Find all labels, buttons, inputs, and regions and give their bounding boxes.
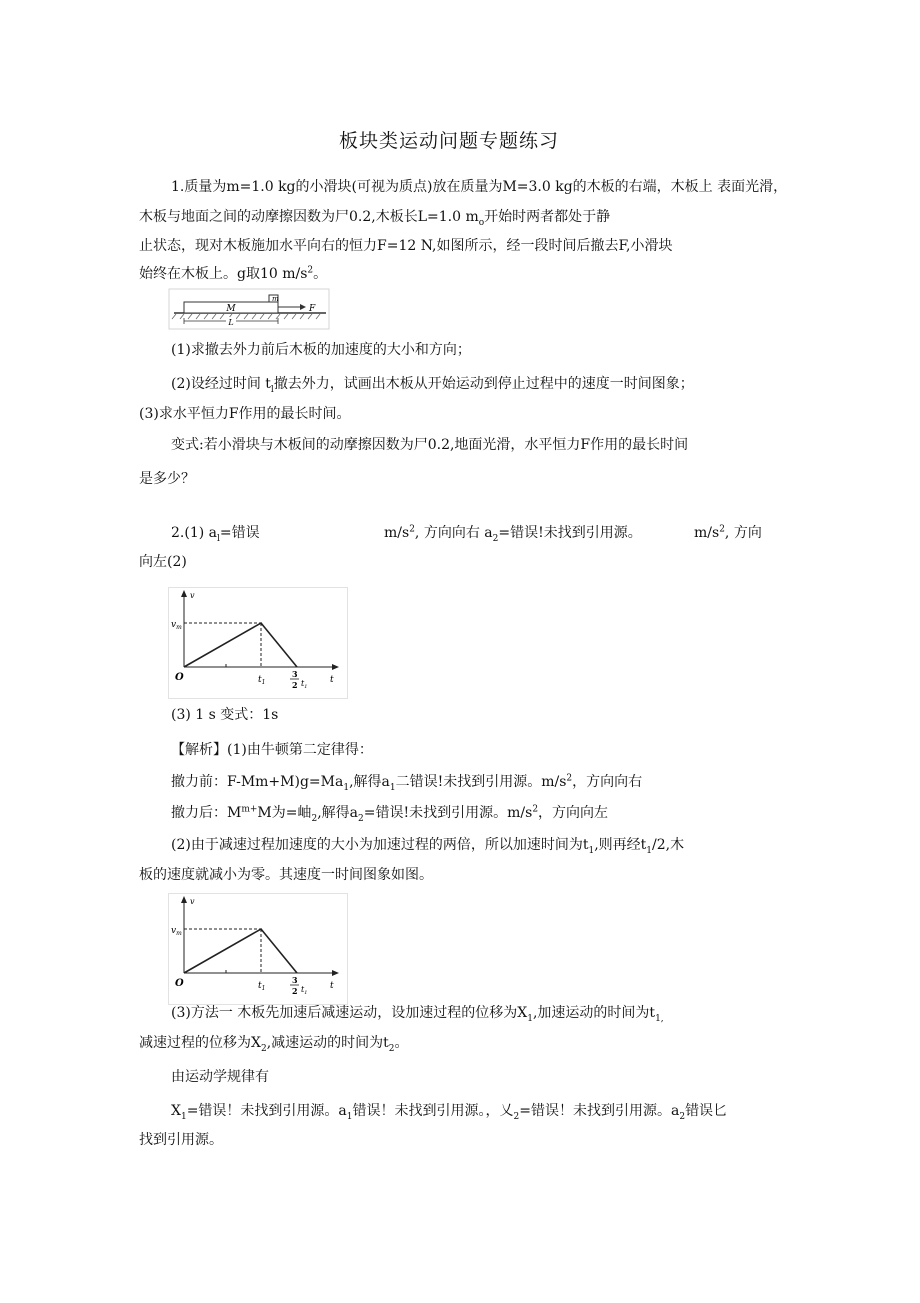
solution-formula-line-2: 找到引用源。 (139, 1132, 223, 1148)
frac-t-label-2: t (301, 985, 305, 994)
vm-label: v (171, 620, 177, 630)
answer-line-1-mid: $m/s^2$, 方向向右 $a_2=$错误!未找到引用源。 (384, 524, 642, 544)
solution-part3-line1: (3)方法一 木板先加速后减速运动，设加速过程的位移为$X_1$,加速运动的时间为$t_{1,}$ (171, 1005, 664, 1024)
frac-den: 2 (292, 680, 298, 690)
board-diagram (168, 288, 330, 330)
solution-heading: 【解析】(1)由牛顿第二定律得： (171, 742, 373, 758)
vm-sub-2: m (176, 930, 182, 937)
solution-after: 撤力后：$M^{m+}M$为=岫$_2$,解得$a_2=$错误!未找到引用源。$m/s^2$，方向向左 (171, 804, 609, 824)
solution-part2-line1: (2)由于减速过程加速度的大小为加速过程的两倍，所以加速时间为$t_1$,则再经$t_1/2$,木 (171, 837, 685, 856)
problem-line-2: 木板与地面之间的动摩擦因数为尸0.2,木板长L=1.0 $m_o$开始时两者都处于静 (139, 209, 611, 228)
t1-sub-2: 1 (261, 985, 266, 992)
origin-label-2: O (175, 978, 184, 989)
v-axis-label: v (190, 591, 195, 600)
vm-label-2: v (171, 926, 177, 936)
answer-line-1-end: $m/s^2$, 方向 (694, 524, 762, 541)
frac-t-sub: 1 (304, 684, 308, 690)
vm-sub: m (176, 624, 182, 631)
length-label: L (228, 318, 234, 327)
variant-line-1: 变式:若小滑块与木板间的动摩擦因数为尸0.2,地面光滑，水平恒力F作用的最长时间 (171, 437, 689, 453)
vt-graph-1 (168, 587, 348, 699)
page-title: 板块类运动问题专题练习 (339, 130, 560, 152)
vt-graph-2 (168, 893, 348, 1005)
solution-formula-line: $X_1=$错误！未找到引用源。$a_1$错误！未找到引用源。，乂$_2$=错误！未找到引用源。$a_2$错误匕 (171, 1103, 728, 1122)
t-axis-label: t (330, 675, 334, 685)
answer-line-3: (3) 1 s 变式：1s (171, 707, 279, 723)
force-label: F (309, 304, 316, 314)
t1-sub: 1 (261, 679, 266, 686)
answer-line-2: 向左(2) (139, 554, 187, 570)
problem-line-3: 止状态，现对木板施加水平向右的恒力F=12 N,如图所示，经一段时间后撤去F,小滑块 (139, 238, 673, 254)
frac-num: 3 (292, 669, 298, 679)
t-axis-label-2: t (330, 981, 334, 991)
question-3: (3)求水平恒力F作用的最长时间。 (139, 406, 351, 422)
frac-den-2: 2 (292, 986, 298, 996)
question-2: (2)设经过时间 $t_l$撤去外力，试画出木板从开始运动到停止过程中的速度一时间图象； (171, 376, 694, 395)
solution-part2-line2: 板的速度就减小为零。其速度一时间图象如图。 (139, 867, 433, 883)
frac-num-2: 3 (292, 975, 298, 985)
v-axis-label-2: v (190, 897, 195, 906)
block-label: m (272, 295, 279, 303)
variant-line-2: 是多少？ (139, 471, 195, 487)
board-label: M (226, 304, 236, 314)
t1-label-2: t (258, 981, 262, 991)
solution-part4: 由运动学规律有 (171, 1069, 269, 1085)
question-1: (1)求撤去外力前后木板的加速度的大小和方向； (171, 342, 471, 358)
origin-label: O (175, 672, 184, 683)
problem-line-4: 始终在木板上。g取10 $m/s^2$。 (139, 265, 328, 282)
solution-part3-line2: 减速过程的位移为$X_2$,减速运动的时间为$t_2$。 (139, 1035, 409, 1054)
solution-before: 撤力前：$F-Mm+M)g=Ma_1$,解得$a_1$二错误!未找到引用源。$m/s^2$，方向向右 (171, 773, 643, 793)
t1-label: t (258, 675, 262, 685)
problem-line-1: 1.质量为m=1.0 kg的小滑块(可视为质点)放在质量为M=3.0 kg的木板的右端，木板上 表面光滑， (171, 179, 788, 195)
frac-t-label: t (301, 679, 305, 688)
frac-t-sub-2: 1 (304, 990, 308, 996)
answer-line-1: 2.(1) $a_l=$错误 (171, 525, 260, 544)
